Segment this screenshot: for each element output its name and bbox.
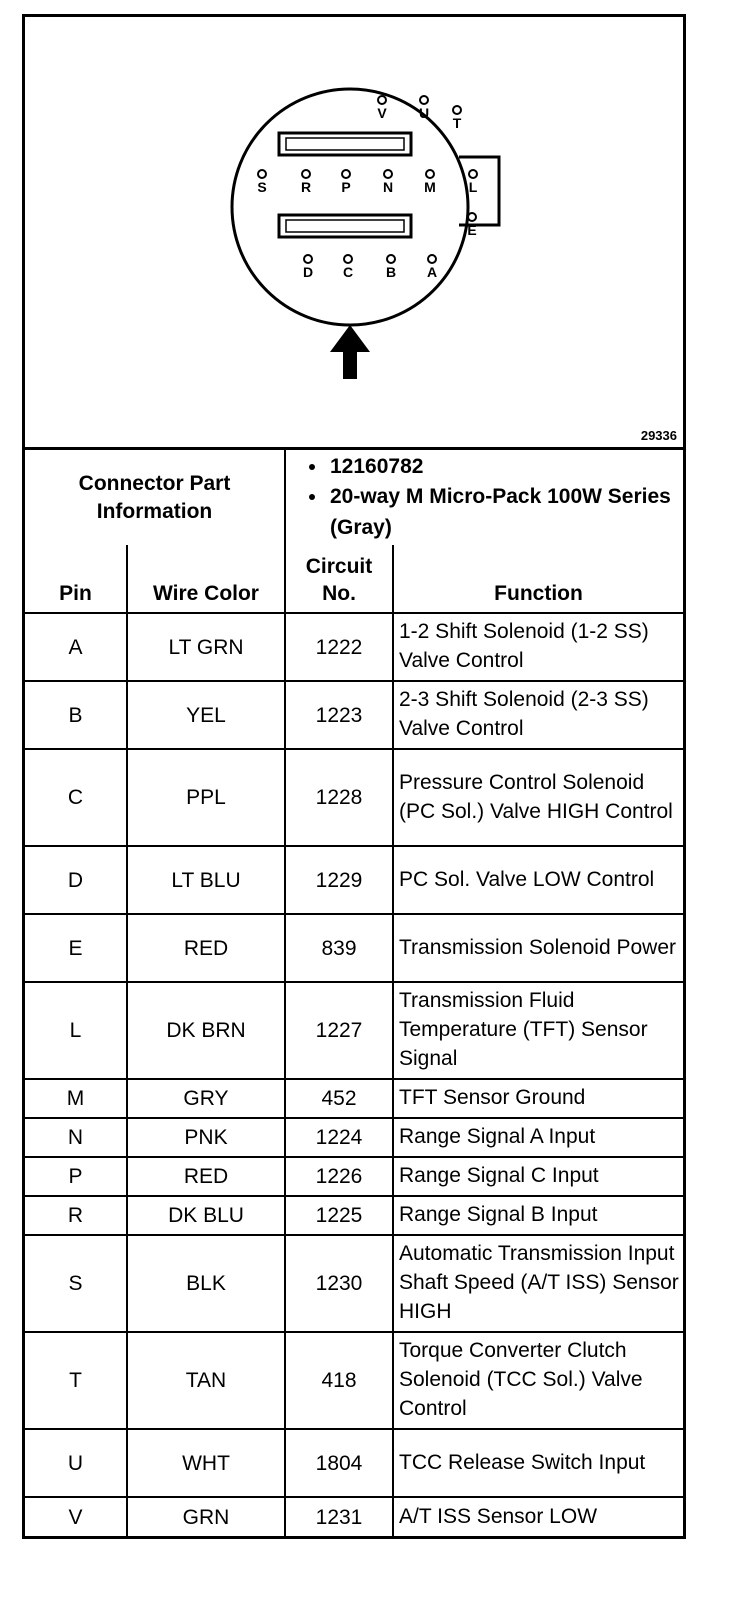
circuit-no-cell: 1225 bbox=[285, 1196, 393, 1235]
wire-color-cell: GRN bbox=[127, 1497, 285, 1536]
function-cell: A/T ISS Sensor LOW bbox=[393, 1497, 683, 1536]
table-row bbox=[25, 1157, 683, 1196]
pin-hole-t bbox=[453, 106, 461, 114]
pin-cell: P bbox=[25, 1157, 127, 1196]
pin-label-t: T bbox=[452, 115, 462, 131]
circuit-no-cell: 1226 bbox=[285, 1157, 393, 1196]
table-row bbox=[25, 1429, 683, 1497]
pin-hole-c bbox=[344, 255, 352, 263]
wire-color-cell: DK BRN bbox=[127, 982, 285, 1079]
figure-number: 29336 bbox=[640, 428, 677, 443]
wire-color-cell: GRY bbox=[127, 1079, 285, 1118]
pin-label-p: P bbox=[341, 179, 351, 195]
connector-description: • 20-way M Micro-Pack 100W Series (Gray) bbox=[328, 482, 679, 543]
circuit-no-cell: 839 bbox=[285, 914, 393, 982]
upper-terminal-slot-inner bbox=[286, 138, 404, 150]
pin-cell: B bbox=[25, 681, 127, 749]
connector-info-list bbox=[290, 452, 679, 543]
table-row bbox=[25, 1332, 683, 1429]
connector-lock-tab bbox=[459, 157, 499, 225]
pin-cell: N bbox=[25, 1118, 127, 1157]
function-cell: 1-2 Shift Solenoid (1-2 SS) Valve Control bbox=[393, 613, 683, 681]
table-row bbox=[25, 749, 683, 846]
pin-hole-a bbox=[428, 255, 436, 263]
table-row bbox=[25, 914, 683, 982]
pin-hole-v bbox=[378, 96, 386, 104]
connector-info-label: Connector Part Information bbox=[25, 450, 285, 545]
wire-color-cell: TAN bbox=[127, 1332, 285, 1429]
pin-hole-s bbox=[258, 170, 266, 178]
pin-hole-b bbox=[387, 255, 395, 263]
pin-cell: D bbox=[25, 846, 127, 914]
table-row bbox=[25, 1196, 683, 1235]
header-circuit-no bbox=[285, 545, 393, 613]
pin-label-m: M bbox=[424, 179, 436, 195]
pin-hole-u bbox=[420, 96, 428, 104]
pin-hole-r bbox=[302, 170, 310, 178]
orientation-arrow-icon bbox=[330, 325, 370, 379]
pin-cell: L bbox=[25, 982, 127, 1079]
function-cell: Range Signal A Input bbox=[393, 1118, 683, 1157]
circuit-no-cell: 1230 bbox=[285, 1235, 393, 1332]
pin-cell: E bbox=[25, 914, 127, 982]
header-pin: Pin bbox=[25, 545, 127, 613]
pin-cell: U bbox=[25, 1429, 127, 1497]
wire-color-cell: DK BLU bbox=[127, 1196, 285, 1235]
function-cell: Range Signal B Input bbox=[393, 1196, 683, 1235]
function-cell: Pressure Control Solenoid (PC Sol.) Valve HIGH Control bbox=[393, 749, 683, 846]
table-row bbox=[25, 1497, 683, 1536]
pin-cell: M bbox=[25, 1079, 127, 1118]
connector-info-values bbox=[285, 450, 683, 545]
pin-cell: A bbox=[25, 613, 127, 681]
connector-face-diagram bbox=[25, 17, 683, 450]
function-cell: Torque Converter Clutch Solenoid (TCC Sol.) Valve Control bbox=[393, 1332, 683, 1429]
wire-color-cell: WHT bbox=[127, 1429, 285, 1497]
table-row bbox=[25, 1118, 683, 1157]
pin-label-c: C bbox=[342, 264, 354, 280]
upper-terminal-slot bbox=[279, 133, 411, 155]
pin-label-u: U bbox=[418, 105, 430, 121]
pin-label-l: L bbox=[468, 179, 478, 195]
pin-hole-n bbox=[384, 170, 392, 178]
header-wire-color: Wire Color bbox=[127, 545, 285, 613]
connector-info-row bbox=[25, 450, 683, 545]
circuit-no-cell: 1229 bbox=[285, 846, 393, 914]
table-row bbox=[25, 982, 683, 1079]
circuit-no-cell: 1228 bbox=[285, 749, 393, 846]
connector-part-number: • 12160782 bbox=[328, 452, 679, 482]
function-cell: PC Sol. Valve LOW Control bbox=[393, 846, 683, 914]
wire-color-cell: YEL bbox=[127, 681, 285, 749]
header-function: Function bbox=[393, 545, 683, 613]
connector-info-table bbox=[25, 450, 683, 545]
pin-label-d: D bbox=[302, 264, 314, 280]
wire-color-cell: BLK bbox=[127, 1235, 285, 1332]
pin-label-r: R bbox=[300, 179, 312, 195]
connector-outline bbox=[232, 89, 468, 325]
table-row bbox=[25, 846, 683, 914]
lower-terminal-slot bbox=[279, 215, 411, 237]
circuit-no-cell: 452 bbox=[285, 1079, 393, 1118]
circuit-no-cell: 1222 bbox=[285, 613, 393, 681]
pin-hole-l bbox=[469, 170, 477, 178]
circuit-no-cell: 1804 bbox=[285, 1429, 393, 1497]
wire-color-cell: LT BLU bbox=[127, 846, 285, 914]
function-cell: TFT Sensor Ground bbox=[393, 1079, 683, 1118]
function-cell: TCC Release Switch Input bbox=[393, 1429, 683, 1497]
pin-label-v: V bbox=[377, 105, 387, 121]
pin-hole-m bbox=[426, 170, 434, 178]
pin-label-s: S bbox=[257, 179, 267, 195]
pin-hole-d bbox=[304, 255, 312, 263]
circuit-no-cell: 1223 bbox=[285, 681, 393, 749]
pin-cell: R bbox=[25, 1196, 127, 1235]
pinout-table bbox=[25, 545, 683, 1536]
table-row bbox=[25, 1079, 683, 1118]
wire-color-cell: RED bbox=[127, 914, 285, 982]
pin-cell: T bbox=[25, 1332, 127, 1429]
pin-label-a: A bbox=[426, 264, 438, 280]
pin-label-b: B bbox=[385, 264, 397, 280]
pin-cell: C bbox=[25, 749, 127, 846]
table-row bbox=[25, 613, 683, 681]
table-row bbox=[25, 1235, 683, 1332]
lower-terminal-slot-inner bbox=[286, 220, 404, 232]
wire-color-cell: PPL bbox=[127, 749, 285, 846]
function-cell: 2-3 Shift Solenoid (2-3 SS) Valve Control bbox=[393, 681, 683, 749]
pin-label-n: N bbox=[382, 179, 394, 195]
wire-color-cell: PNK bbox=[127, 1118, 285, 1157]
circuit-no-cell: 1231 bbox=[285, 1497, 393, 1536]
pinout-header-row bbox=[25, 545, 683, 613]
wire-color-cell: LT GRN bbox=[127, 613, 285, 681]
function-cell: Range Signal C Input bbox=[393, 1157, 683, 1196]
circuit-no-cell: 1224 bbox=[285, 1118, 393, 1157]
pin-hole-e bbox=[468, 213, 476, 221]
header-circuit-no-text: Circuit No. bbox=[305, 554, 373, 605]
table-row bbox=[25, 681, 683, 749]
pin-markers bbox=[257, 96, 477, 280]
pin-cell: V bbox=[25, 1497, 127, 1536]
circuit-no-cell: 418 bbox=[285, 1332, 393, 1429]
connector-face-drawing bbox=[25, 17, 683, 447]
function-cell: Transmission Fluid Temperature (TFT) Sensor Signal bbox=[393, 982, 683, 1079]
wire-color-cell: RED bbox=[127, 1157, 285, 1196]
circuit-no-cell: 1227 bbox=[285, 982, 393, 1079]
pinout-rows bbox=[25, 613, 683, 1536]
pin-cell: S bbox=[25, 1235, 127, 1332]
pin-hole-p bbox=[342, 170, 350, 178]
connector-sheet bbox=[22, 14, 686, 1539]
pin-label-e: E bbox=[467, 222, 477, 238]
function-cell: Transmission Solenoid Power bbox=[393, 914, 683, 982]
function-cell: Automatic Transmission Input Shaft Speed (A/T ISS) Sensor HIGH bbox=[393, 1235, 683, 1332]
